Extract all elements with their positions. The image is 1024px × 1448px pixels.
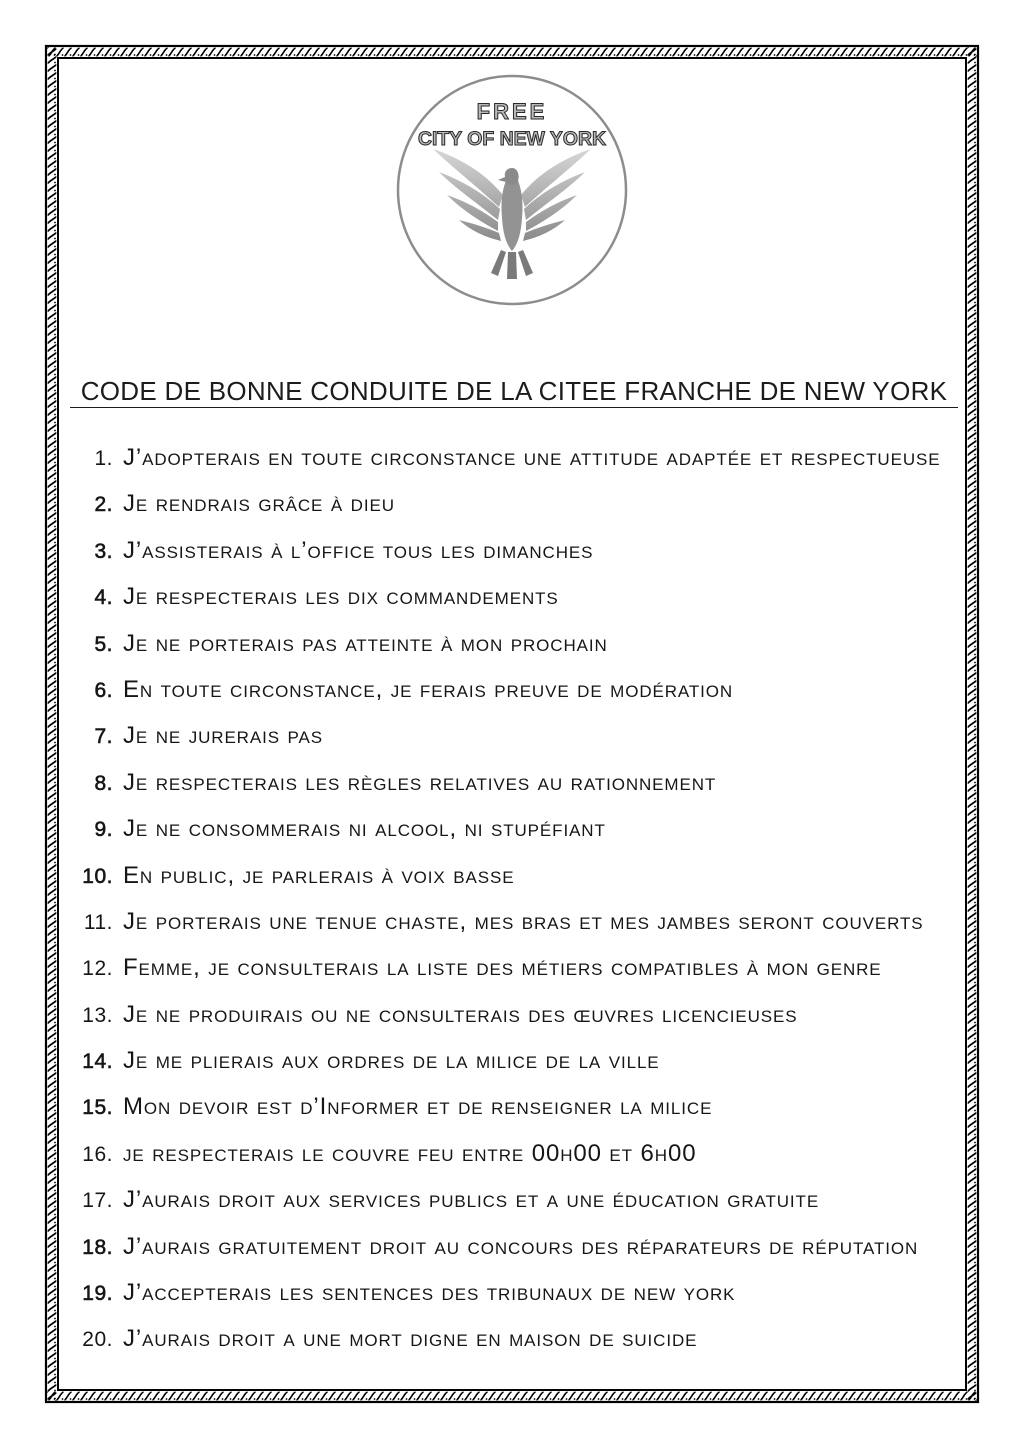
rule-number: 18.: [82, 1235, 113, 1259]
rule-text: J’accepterais les sentences des tribunaux de new york: [123, 1279, 736, 1307]
rule-number: 4.: [94, 586, 113, 610]
rule-text: En toute circonstance, je ferais preuve de modération: [123, 675, 734, 703]
rule-number: 20.: [82, 1328, 113, 1352]
rule-number: 13.: [82, 1003, 113, 1027]
rule-text: Je porterais une tenue chaste, mes bras et mes jambes seront couverts: [123, 907, 924, 935]
border-band-bottom: [47, 1391, 977, 1401]
logo-text-city: CITY OF NEW YORK: [418, 129, 607, 150]
rule-number: 17.: [82, 1189, 113, 1213]
list-item: [66, 481, 961, 527]
rule-number: 3.: [94, 539, 113, 563]
list-item: [66, 1084, 961, 1130]
rule-text: J’aurais droit aux services publics et a une éducation gratuite: [123, 1186, 820, 1214]
list-item: [66, 713, 961, 759]
rule-text: Je me plierais aux ordres de la milice de la ville: [123, 1047, 660, 1075]
rule-text: Je respecterais les dix commandements: [123, 583, 559, 611]
rule-number: 8.: [94, 771, 113, 795]
page-title: CODE DE BONNE CONDUITE DE LA CITEE FRANCHE DE NEW YORK: [80, 376, 948, 406]
border-band-top: [47, 47, 977, 57]
rule-text: En public, je parlerais à voix basse: [123, 861, 515, 889]
rule-number: 12.: [82, 957, 113, 981]
rule-text: J’aurais gratuitement droit au concours des réparateurs de réputation: [123, 1232, 919, 1260]
list-item: [66, 435, 961, 481]
list-item: [66, 853, 961, 899]
list-item: [66, 760, 961, 806]
rule-number: 19.: [82, 1282, 113, 1306]
city-logo: [395, 73, 629, 307]
list-item: [66, 1224, 961, 1270]
rule-text: Je ne produirais ou ne consulterais des œuvres licencieuses: [123, 1000, 798, 1028]
rule-number: 2.: [94, 493, 113, 517]
list-item: [66, 945, 961, 991]
rule-number: 5.: [94, 632, 113, 656]
rule-number: 16.: [82, 1142, 113, 1166]
rule-text: J’assisterais à l’office tous les dimanches: [123, 536, 594, 564]
rule-number: 1.: [94, 447, 113, 470]
logo-text-free: FREE: [476, 99, 548, 124]
rule-number: 9.: [94, 818, 113, 842]
rule-number: 6.: [94, 678, 113, 702]
list-item: [66, 1270, 961, 1316]
list-item: [66, 1177, 961, 1223]
list-item: [66, 806, 961, 852]
list-item: [66, 1316, 961, 1362]
rule-number: 10.: [82, 864, 113, 888]
rule-text: Je respecterais les règles relatives au rationnement: [123, 768, 717, 796]
rule-text: je respecterais le couvre feu entre 00h00 et 6h00: [123, 1139, 697, 1167]
list-item: [66, 574, 961, 620]
rule-text: Je rendrais grâce à dieu: [123, 490, 395, 518]
title-underline: [70, 407, 958, 408]
rule-number: 11.: [83, 910, 113, 934]
rules-list: [66, 435, 961, 1363]
list-item: [66, 899, 961, 945]
border-band-left: [47, 47, 57, 1401]
rule-text: Femme, je consulterais la liste des métiers compatibles à mon genre: [123, 954, 882, 982]
list-item: [66, 1038, 961, 1084]
list-item: [66, 992, 961, 1038]
rule-text: Je ne porterais pas atteinte à mon prochain: [123, 629, 608, 657]
list-item: [66, 1131, 961, 1177]
list-item: [66, 667, 961, 713]
list-item: [66, 528, 961, 574]
rule-number: 14.: [82, 1050, 113, 1074]
rule-text: Je ne jurerais pas: [123, 722, 323, 750]
rule-text: Je ne consommerais ni alcool, ni stupéfiant: [123, 815, 606, 843]
list-item: [66, 621, 961, 667]
border-band-right: [967, 47, 977, 1401]
rule-text: J’adopterais en toute circonstance une attitude adaptée et respectueuse: [123, 444, 941, 471]
rule-text: Mon devoir est d’Informer et de renseigner la milice: [123, 1093, 713, 1121]
rule-number: 7.: [94, 725, 113, 749]
rule-number: 15.: [82, 1096, 113, 1120]
rule-text: J’aurais droit a une mort digne en maison de suicide: [123, 1325, 698, 1353]
